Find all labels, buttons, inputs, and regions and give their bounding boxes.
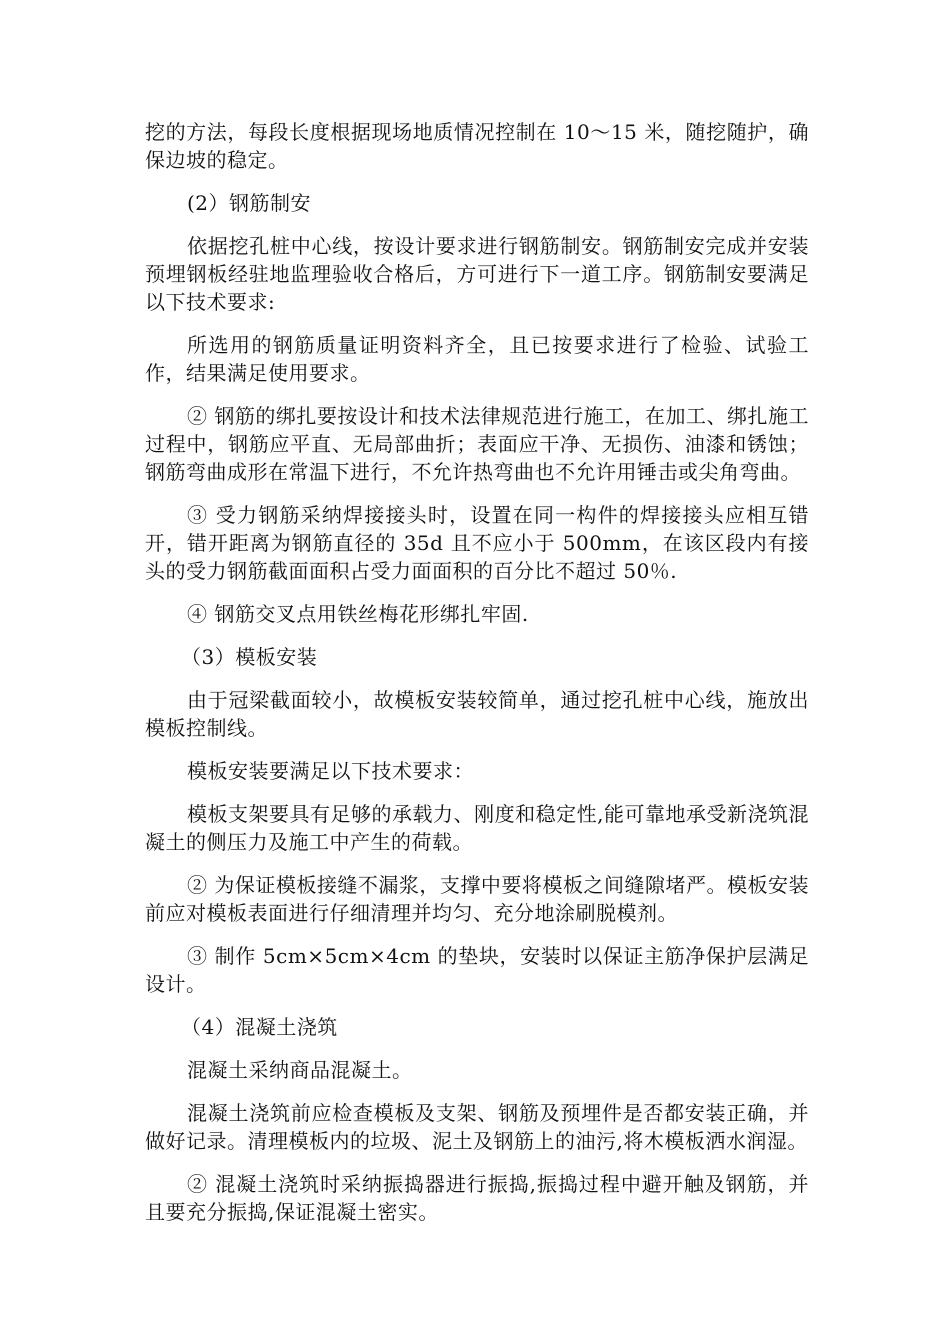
paragraph-formwork-support: 模板支架要具有足够的承载力、刚度和稳定性,能可靠地承受新浇筑混凝土的侧压力及施工中产生的荷载。 bbox=[145, 802, 809, 854]
paragraph-formwork-seams: ② 为保证模板接缝不漏浆，支撑中要将模板之间缝隙堵严。模板安装前应对模板表面进行仔细清理并均匀、充分地涂刷脱模剂。 bbox=[145, 873, 809, 925]
document-body bbox=[145, 118, 809, 1241]
paragraph-excavation-method: 挖的方法，每段长度根据现场地质情况控制在 10～15 米，随挖随护，确保边坡的稳定。 bbox=[145, 120, 809, 172]
paragraph-concrete-source: 混凝土采纳商品混凝土。 bbox=[187, 1058, 413, 1082]
paragraph-rebar-binding: ② 钢筋的绑扎要按设计和技术法律规范进行施工，在加工、绑扎施工过程中，钢筋应平直、无局部曲折；表面应干净、无损伤、油漆和锈蚀；钢筋弯曲成形在常温下进行，不允许热弯曲也不允许用锤击或尖角弯曲。 bbox=[145, 404, 809, 484]
section-heading-formwork: （3）模板安装 bbox=[181, 645, 318, 669]
paragraph-rebar-welding: ③ 受力钢筋采纳焊接接头时，设置在同一构件的焊接接头应相互错开，错开距离为钢筋直径的 35d 且不应小于 500mm，在该区段内有接头的受力钢筋截面面积占受力面面积的百分比不超过 50％. bbox=[145, 503, 809, 583]
paragraph-rebar-intro: 依据挖孔桩中心线，按设计要求进行钢筋制安。钢筋制安完成并安装预埋钢板经驻地监理验收合格后，方可进行下一道工序。钢筋制安要满足以下技术要求: bbox=[145, 234, 809, 314]
paragraph-rebar-quality: 所选用的钢筋质量证明资料齐全，且已按要求进行了检验、试验工作，结果满足使用要求。 bbox=[145, 333, 809, 385]
paragraph-concrete-vibration: ② 混凝土浇筑时采纳振捣器进行振捣,振捣过程中避开触及钢筋，并且要充分振捣,保证混凝土密实。 bbox=[145, 1172, 809, 1224]
paragraph-rebar-crossing: ④ 钢筋交叉点用铁丝梅花形绑扎牢固. bbox=[187, 602, 529, 626]
paragraph-formwork-intro: 由于冠梁截面较小，故模板安装较简单，通过挖孔桩中心线，施放出模板控制线。 bbox=[145, 688, 809, 740]
paragraph-formwork-spacers: ③ 制作 5cm×5cm×4cm 的垫块，安装时以保证主筋净保护层满足设计。 bbox=[145, 944, 809, 996]
paragraph-formwork-requirements: 模板安装要满足以下技术要求： bbox=[187, 759, 474, 783]
section-heading-rebar: (2）钢筋制安 bbox=[187, 191, 312, 215]
paragraph-concrete-inspection: 混凝土浇筑前应检查模板及支架、钢筋及预埋件是否都安装正确，并做好记录。清理模板内的垃圾、泥土及钢筋上的油污,将木模板洒水润湿。 bbox=[145, 1101, 809, 1153]
section-heading-concrete: （4）混凝土浇筑 bbox=[181, 1015, 338, 1039]
